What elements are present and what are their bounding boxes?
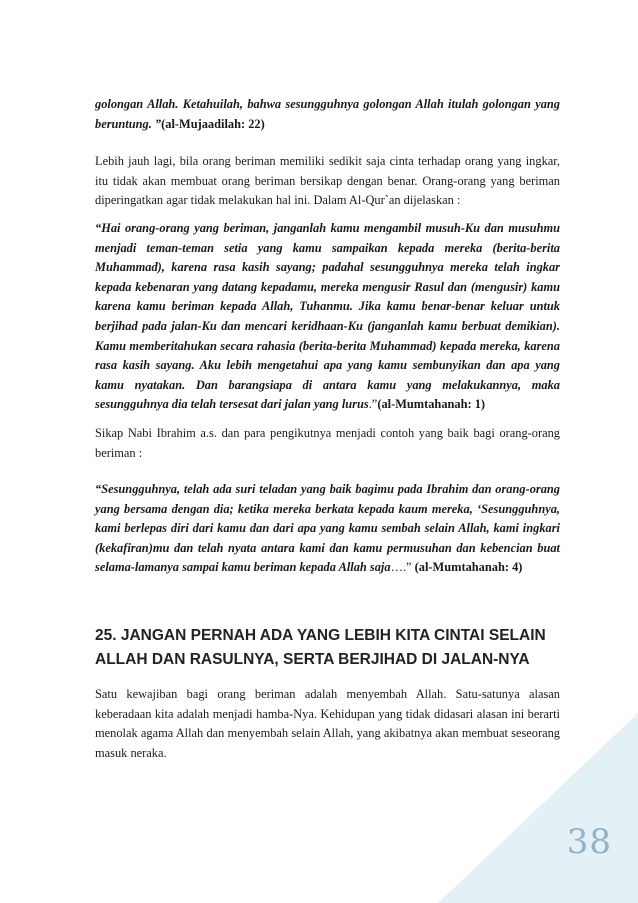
paragraph-quote-mumtahanah-1 [95,219,560,415]
paragraph-quote-mumtahanah-4 [95,480,560,578]
quote-text: “Hai orang-orang yang beriman, janganlah kamu mengambil musuh-Ku dan musuhmu menjadi teman-teman setia yang kamu sampaikan kepada mereka (berita-berita Muhammad), karena rasa kasih sayang; padahal sesungguhnya mereka telah ingkar kepada kebenaran yang datang kepadamu, mereka mengusir Rasul dan (mengusir) kamu karena kamu beriman kepada Allah, Tuhanmu. Jika kamu benar-benar keluar untuk berjihad pada jalan-Ku dan mencari keridhaan-Ku (janganlah kamu berbuat demikian). Kamu memberitahukan secara rahasia (berita-berita Muhammad) kepada mereka, karena rasa kasih sayang. Aku lebih mengetahui apa yang kamu sembunyikan dan apa yang kamu nyatakan. Dan barangsiapa di antara kamu yang melakukannya, maka sesungguhnya dia telah tersesat dari jalan yang lurus [95,221,560,412]
quote-end: .” [368,397,378,412]
section-heading-line-2: ALLAH DAN RASULNYA, SERTA BERJIHAD DI JALAN-NYA [95,651,530,668]
paragraph-body-3: Satu kewajiban bagi orang beriman adalah menyembah Allah. Satu-satunya alasan keberadaan kita adalah menjadi hamba-Nya. Kehidupan yang tidak didasari alasan ini berarti menolak agama Allah dan menyembah selain Allah, yang akibatnya akan membuat seseorang masuk neraka. [95,687,560,760]
quote-text: golongan Allah. Ketahuilah, bahwa sesungguhnya golongan Allah itulah golongan yang beruntung. ” [95,97,560,131]
quote-end: ….” [390,560,415,575]
paragraph-quote-mujaadilah [95,95,560,134]
quote-reference: (al-Mujaadilah: 22) [161,116,265,131]
section-heading-line-1: 25. JANGAN PERNAH ADA YANG LEBIH KITA CINTAI SELAIN [95,627,546,644]
paragraph-body-2: Sikap Nabi Ibrahim a.s. dan para pengikutnya menjadi contoh yang baik bagi orang-orang beriman : [95,426,560,460]
quote-text: “Sesungguhnya, telah ada suri teladan yang baik bagimu pada Ibrahim dan orang-orang yang bersama dengan dia; ketika mereka berkata kepada kaum mereka, ‘Sesungguhnya, kami berlepas diri dari kamu dan dari apa yang kamu sembah selain Allah, kami ingkari (kekafiran)mu dan telah nyata antara kami dan kamu permusuhan dan kebencian buat selama-lamanya sampai kamu beriman kepada Allah saja [95,482,560,575]
quote-reference: (al-Mumtahanah: 4) [414,560,523,575]
page-number: 38 [566,822,612,862]
paragraph-body-1: Lebih jauh lagi, bila orang beriman memiliki sedikit saja cinta terhadap orang yang ingkar, itu tidak akan membuat orang beriman bersikap dengan benar. Orang-orang yang beriman diperingatkan agar tidak melakukan hal ini. Dalam Al-Qur`an dijelaskan : [95,154,560,208]
section-heading [95,624,575,672]
quote-reference: (al-Mumtahanah: 1) [377,397,486,412]
